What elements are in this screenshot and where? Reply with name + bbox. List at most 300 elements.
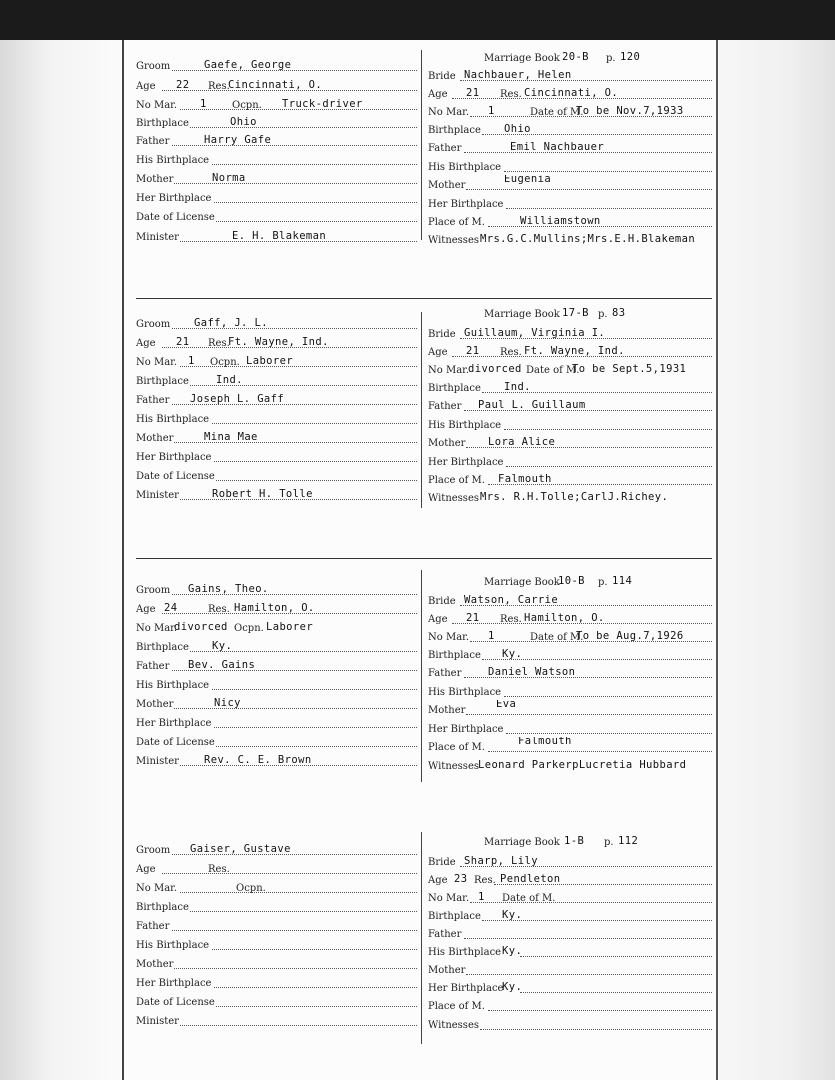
minister-name: Robert H. Tolle <box>212 488 313 500</box>
age-res-row <box>428 342 714 360</box>
res-label: Res. <box>208 338 230 349</box>
dotted-line <box>174 968 417 969</box>
place-of-marriage: Falmouth <box>518 737 572 747</box>
place-of-m-row <box>428 737 714 755</box>
bride-birthplace: Ky. <box>502 648 523 660</box>
his-birthplace-row <box>428 157 714 175</box>
bride-name: Watson, Carrie <box>464 594 559 606</box>
bride-mother: Eugenia <box>504 175 552 185</box>
birthplace-label: Birthplace <box>136 642 189 653</box>
his-birthplace-label: His Birthplace <box>428 162 502 173</box>
birthplace-label: Birthplace <box>136 118 189 129</box>
groom-name: Gaefe, George <box>204 59 292 71</box>
groom-row <box>136 840 419 858</box>
bride-label: Bride <box>428 329 456 340</box>
page-label: p. <box>606 53 616 64</box>
no-mar-label: No Mar. <box>428 893 470 904</box>
groom-row <box>136 56 419 74</box>
mother-label: Mother <box>428 438 466 449</box>
father-label: Father <box>136 136 170 147</box>
dotted-line <box>180 1025 417 1026</box>
marriage-book-page: 114 <box>612 575 633 587</box>
age-res-row <box>428 870 714 888</box>
page-label: p. <box>598 577 608 588</box>
father-label: Father <box>428 401 462 412</box>
groom-name: Gains, Theo. <box>188 583 269 595</box>
bride-mother-birthplace: Ky. <box>502 981 523 993</box>
groom-father: Joseph L. Gaff <box>190 393 285 405</box>
dotted-line <box>174 708 417 709</box>
no-mar-label: No Mar. <box>428 632 470 643</box>
dotted-line <box>506 733 712 734</box>
place-of-m-label: Place of M. <box>428 217 485 228</box>
bride-label: Bride <box>428 857 456 868</box>
bride-birthplace: Ind. <box>504 381 531 393</box>
no-mar-ocpn-row <box>136 878 419 896</box>
dotted-line <box>464 938 712 939</box>
no-mar-date-row <box>428 888 714 906</box>
father-label: Father <box>428 143 462 154</box>
age-res-row <box>136 599 419 617</box>
bride-no-mar: 1 <box>488 630 495 642</box>
father-label: Father <box>136 921 170 932</box>
bride-father: Daniel Watson <box>488 666 576 678</box>
marriage-record-card <box>122 40 718 1080</box>
marriage-record <box>124 298 720 538</box>
marriage-book-page: 120 <box>620 51 641 63</box>
date-of-license-row <box>136 732 419 750</box>
date-of-license-label: Date of License <box>136 212 215 223</box>
birthplace-row <box>136 371 419 389</box>
her-birthplace-label: Her Birthplace <box>136 452 212 463</box>
dotted-line <box>162 873 417 874</box>
groom-no-mar: 1 <box>200 98 207 110</box>
bride-birthplace: Ky. <box>502 909 523 921</box>
groom-birthplace: Ind. <box>216 374 243 386</box>
groom-father: Bev. Gains <box>188 659 256 671</box>
bride-name: Nachbauer, Helen <box>464 69 572 81</box>
mother-label: Mother <box>136 174 174 185</box>
date-of-m-label: Date of M. <box>530 107 584 118</box>
his-birthplace-label: His Birthplace <box>136 940 210 951</box>
groom-age: 24 <box>164 602 178 614</box>
mother-row <box>136 428 419 446</box>
column-divider <box>421 570 422 782</box>
date-of-license-row <box>136 466 419 484</box>
groom-mother: Norma <box>212 172 246 184</box>
no-mar-date-row <box>428 102 714 120</box>
res-label: Res. <box>208 604 230 615</box>
mother-row <box>428 433 714 451</box>
dotted-line <box>216 746 417 747</box>
no-mar-date-row <box>428 627 714 645</box>
his-birthplace-row <box>136 409 419 427</box>
birthplace-label: Birthplace <box>428 383 481 394</box>
place-of-m-row <box>428 996 714 1014</box>
groom-row <box>136 580 419 598</box>
birthplace-label: Birthplace <box>136 376 189 387</box>
groom-label: Groom <box>136 319 171 330</box>
marriage-record <box>124 40 720 280</box>
her-birthplace-row <box>428 719 714 737</box>
dotted-line <box>216 221 417 222</box>
dotted-line <box>214 987 417 988</box>
his-birthplace-label: His Birthplace <box>136 155 210 166</box>
her-birthplace-label: Her Birthplace <box>136 978 212 989</box>
dotted-line <box>506 466 712 467</box>
bride-birthplace: Ohio <box>504 123 531 135</box>
no-mar-label: No Mar. <box>428 107 470 118</box>
minister-row <box>136 485 419 503</box>
witnesses-names: Leonard ParkerpLucretia Hubbard <box>478 759 687 771</box>
dotted-line <box>212 689 417 690</box>
place-of-m-row <box>428 470 714 488</box>
mother-label: Mother <box>428 180 466 191</box>
minister-label: Minister <box>136 490 179 501</box>
groom-mother: Mina Mae <box>204 431 258 443</box>
dotted-line <box>520 956 712 957</box>
dotted-line <box>212 423 417 424</box>
witnesses-label: Witnesses <box>428 1020 479 1031</box>
father-row <box>136 390 419 408</box>
her-birthplace-row <box>136 188 419 206</box>
mother-label: Mother <box>428 705 466 716</box>
groom-name: Gaiser, Gustave <box>190 843 291 855</box>
father-row <box>136 916 419 934</box>
groom-label: Groom <box>136 585 171 596</box>
dotted-line <box>466 974 712 975</box>
date-of-license-label: Date of License <box>136 997 215 1008</box>
birthplace-row <box>136 637 419 655</box>
witnesses-names: Mrs. R.H.Tolle;CarlJ.Richey. <box>480 491 669 503</box>
birthplace-label: Birthplace <box>428 911 481 922</box>
age-res-row <box>136 333 419 351</box>
birthplace-row <box>428 645 714 663</box>
father-row <box>428 924 714 942</box>
bride-name: Guillaum, Virginia I. <box>464 327 606 339</box>
dotted-line <box>174 183 417 184</box>
mother-row <box>428 700 714 718</box>
age-label: Age <box>136 604 156 615</box>
bride-no-mar: 1 <box>488 105 495 117</box>
minister-name: Rev. C. E. Brown <box>204 754 312 766</box>
ocpn-label: Ocpn. <box>210 357 240 368</box>
marriage-book-line <box>428 306 714 322</box>
scan-margin-left <box>0 40 122 1080</box>
dotted-line <box>216 480 417 481</box>
res-label: Res. <box>208 864 230 875</box>
dotted-line <box>172 930 417 931</box>
her-birthplace-label: Her Birthplace <box>136 718 212 729</box>
marriage-book-number: 17-B <box>562 307 589 319</box>
father-label: Father <box>428 668 462 679</box>
mother-label: Mother <box>136 699 174 710</box>
res-label: Res. <box>208 81 230 92</box>
scan-margin-right <box>718 40 835 1080</box>
groom-birthplace: Ohio <box>230 116 257 128</box>
dotted-line <box>504 171 712 172</box>
age-res-row <box>136 76 419 94</box>
age-label: Age <box>428 875 448 886</box>
res-label: Res. <box>500 347 522 358</box>
her-birthplace-row <box>136 713 419 731</box>
bride-row <box>428 324 714 342</box>
his-birthplace-label: His Birthplace <box>428 420 502 431</box>
father-row <box>428 138 714 156</box>
dotted-line <box>466 189 712 190</box>
bride-age: 21 <box>466 612 480 624</box>
witnesses-row <box>428 230 714 248</box>
record-separator <box>136 298 712 299</box>
birthplace-row <box>428 378 714 396</box>
mother-row <box>428 960 714 978</box>
bride-name: Sharp, Lily <box>464 855 538 867</box>
groom-label: Groom <box>136 61 171 72</box>
marriage-record <box>124 822 720 1080</box>
bride-row <box>428 852 714 870</box>
father-label: Father <box>136 395 170 406</box>
date-of-m-label: Date of M. <box>502 893 556 904</box>
place-of-m-label: Place of M. <box>428 1001 485 1012</box>
bride-row <box>428 591 714 609</box>
father-row <box>428 663 714 681</box>
no-mar-ocpn-row <box>136 95 419 113</box>
marriage-book-number: 1-B <box>564 835 585 847</box>
ocpn-label: Ocpn. <box>232 100 262 111</box>
groom-occupation: Laborer <box>266 621 314 633</box>
age-label: Age <box>428 347 448 358</box>
marriage-book-label: Marriage Book <box>484 577 560 588</box>
his-birthplace-row <box>136 150 419 168</box>
mother-label: Mother <box>136 433 174 444</box>
marriage-book-label: Marriage Book <box>484 53 560 64</box>
bride-age: 21 <box>466 87 480 99</box>
her-birthplace-row <box>428 194 714 212</box>
no-mar-date-row <box>428 360 714 378</box>
date-of-license-row <box>136 992 419 1010</box>
birthplace-row <box>428 120 714 138</box>
no-mar-label: No Mar. <box>136 357 178 368</box>
mother-row <box>136 694 419 712</box>
groom-occupation: Truck-driver <box>282 98 363 110</box>
bride-mother: Lora Alice <box>488 436 556 448</box>
mother-row <box>136 169 419 187</box>
bride-no-mar: divorced <box>468 363 522 375</box>
father-row <box>136 656 419 674</box>
marriage-book-number: 10-B <box>558 575 585 587</box>
date-of-m-label: Date of M. <box>530 632 584 643</box>
marriage-book-line <box>428 834 714 850</box>
place-of-m-label: Place of M. <box>428 475 485 486</box>
place-of-m-row <box>428 212 714 230</box>
groom-row <box>136 314 419 332</box>
bride-label: Bride <box>428 596 456 607</box>
groom-no-mar: divorced <box>174 621 228 633</box>
age-label: Age <box>136 81 156 92</box>
his-birthplace-label: His Birthplace <box>428 687 502 698</box>
bride-date-of-marriage: To be Nov.7,1933 <box>576 105 684 117</box>
no-mar-label: No Mar. <box>428 365 470 376</box>
ocpn-label: Ocpn. <box>234 623 264 634</box>
marriage-book-page: 83 <box>612 307 626 319</box>
bride-residence: Pendleton <box>500 873 561 885</box>
age-label: Age <box>428 89 448 100</box>
groom-residence: Hamilton, O. <box>234 602 315 614</box>
minister-label: Minister <box>136 756 179 767</box>
father-row <box>428 396 714 414</box>
witnesses-label: Witnesses <box>428 493 479 504</box>
dotted-line <box>214 461 417 462</box>
her-birthplace-label: Her Birthplace <box>428 983 504 994</box>
her-birthplace-row <box>136 447 419 465</box>
bride-no-mar: 1 <box>478 891 485 903</box>
minister-label: Minister <box>136 1016 179 1027</box>
his-birthplace-row <box>136 675 419 693</box>
place-of-marriage: Falmouth <box>498 473 552 485</box>
her-birthplace-label: Her Birthplace <box>428 724 504 735</box>
page-label: p. <box>598 309 608 320</box>
mother-label: Mother <box>136 959 174 970</box>
dotted-line <box>190 127 417 128</box>
birthplace-label: Birthplace <box>428 125 481 136</box>
his-birthplace-row <box>136 935 419 953</box>
mother-row <box>136 954 419 972</box>
bride-father: Emil Nachbauer <box>510 141 605 153</box>
groom-name: Gaff, J. L. <box>194 317 268 329</box>
witnesses-names: Mrs.G.C.Mullins;Mrs.E.H.Blakeman <box>480 233 696 245</box>
page-label: p. <box>604 837 614 848</box>
place-of-m-label: Place of M. <box>428 742 485 753</box>
dotted-line <box>180 892 417 893</box>
res-label: Res. <box>500 614 522 625</box>
column-divider <box>421 50 422 240</box>
his-birthplace-row <box>428 415 714 433</box>
age-label: Age <box>428 614 448 625</box>
birthplace-row <box>428 906 714 924</box>
marriage-record <box>124 558 720 798</box>
bride-label: Bride <box>428 71 456 82</box>
record-separator <box>136 558 712 559</box>
minister-row <box>136 227 419 245</box>
her-birthplace-row <box>428 452 714 470</box>
marriage-book-line <box>428 50 714 66</box>
age-label: Age <box>136 338 156 349</box>
mother-label: Mother <box>428 965 466 976</box>
witnesses-label: Witnesses <box>428 235 479 246</box>
dotted-line <box>190 911 417 912</box>
res-label: Res. <box>474 875 496 886</box>
witnesses-label: Witnesses <box>428 761 479 772</box>
groom-father: Harry Gafe <box>204 134 272 146</box>
age-res-row <box>136 859 419 877</box>
marriage-book-label: Marriage Book <box>484 837 560 848</box>
ocpn-label: Ocpn. <box>236 883 266 894</box>
date-of-license-label: Date of License <box>136 471 215 482</box>
birthplace-label: Birthplace <box>136 902 189 913</box>
dotted-line <box>214 727 417 728</box>
no-mar-ocpn-row <box>136 352 419 370</box>
dotted-line <box>488 1010 712 1011</box>
his-birthplace-label: His Birthplace <box>428 947 502 958</box>
res-label: Res. <box>500 89 522 100</box>
groom-age: 21 <box>176 336 190 348</box>
witnesses-row <box>428 756 714 774</box>
dotted-line <box>214 202 417 203</box>
column-divider <box>421 312 422 508</box>
dotted-line <box>520 992 712 993</box>
father-label: Father <box>136 661 170 672</box>
no-mar-label: No Mar. <box>136 883 178 894</box>
groom-label: Groom <box>136 845 171 856</box>
age-label: Age <box>136 864 156 875</box>
place-of-marriage: Williamstown <box>520 215 601 227</box>
bride-mother: Eva <box>496 700 517 710</box>
groom-no-mar: 1 <box>188 355 195 367</box>
date-of-license-row <box>136 207 419 225</box>
witnesses-row <box>428 1015 714 1033</box>
groom-residence: Cincinnati, O. <box>228 79 323 91</box>
father-label: Father <box>428 929 462 940</box>
date-of-m-label: Date of M. <box>526 365 580 376</box>
marriage-book-label: Marriage Book <box>484 309 560 320</box>
no-mar-ocpn-row <box>136 618 419 636</box>
bride-father: Paul L. Guillaum <box>478 399 586 411</box>
her-birthplace-row <box>428 978 714 996</box>
no-mar-label: No Mar. <box>136 100 178 111</box>
minister-row <box>136 751 419 769</box>
date-of-license-label: Date of License <box>136 737 215 748</box>
age-res-row <box>428 609 714 627</box>
her-birthplace-label: Her Birthplace <box>428 457 504 468</box>
no-mar-label: No Mar. <box>136 623 178 634</box>
dotted-line <box>504 696 712 697</box>
father-row <box>136 131 419 149</box>
groom-mother: Nicy <box>214 697 241 709</box>
dotted-line <box>212 949 417 950</box>
birthplace-label: Birthplace <box>428 650 481 661</box>
his-birthplace-row <box>428 942 714 960</box>
bride-age: 23 <box>454 873 468 885</box>
minister-name: E. H. Blakeman <box>232 230 327 242</box>
her-birthplace-row <box>136 973 419 991</box>
mother-row <box>428 175 714 193</box>
birthplace-row <box>136 897 419 915</box>
dotted-line <box>504 429 712 430</box>
his-birthplace-row <box>428 682 714 700</box>
her-birthplace-label: Her Birthplace <box>136 193 212 204</box>
groom-age: 22 <box>176 79 190 91</box>
bride-residence: Ft. Wayne, Ind. <box>524 345 625 357</box>
dotted-line <box>212 164 417 165</box>
minister-label: Minister <box>136 232 179 243</box>
bride-father-birthplace: Ky. <box>502 945 523 957</box>
bride-age: 21 <box>466 345 480 357</box>
minister-row <box>136 1011 419 1029</box>
column-divider <box>421 832 422 1044</box>
dotted-line <box>216 1006 417 1007</box>
his-birthplace-label: His Birthplace <box>136 414 210 425</box>
dotted-line <box>506 208 712 209</box>
bride-residence: Cincinnati, O. <box>524 87 619 99</box>
marriage-book-line <box>428 574 714 590</box>
groom-occupation: Laborer <box>246 355 294 367</box>
bride-date-of-marriage: To be Aug.7,1926 <box>576 630 684 642</box>
bride-residence: Hamilton, O. <box>524 612 605 624</box>
groom-residence: Ft. Wayne, Ind. <box>228 336 329 348</box>
marriage-book-number: 20-B <box>562 51 589 63</box>
age-res-row <box>428 84 714 102</box>
bride-date-of-marriage: To be Sept.5,1931 <box>572 363 687 375</box>
